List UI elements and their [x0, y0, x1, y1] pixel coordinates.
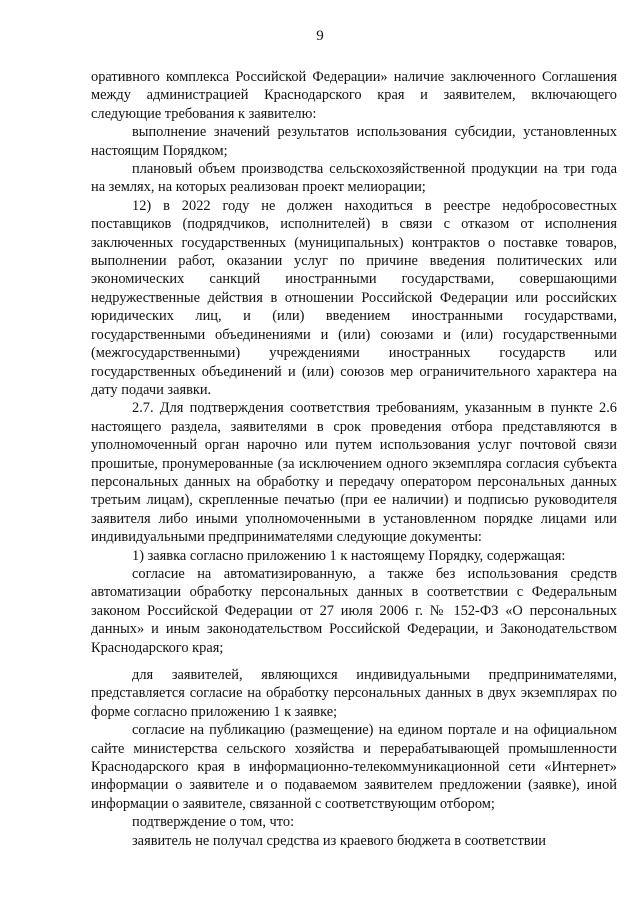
paragraph-item-12: 12) в 2022 году не должен находиться в реестре недобросовестных поставщиков (подрядчиков, исполнителей) в связи с отказом от исполнения заключенных государственных (муниципальных) контрактов о поставке товаров, выполнении работ, оказании услуг по причине введения политических или экономических санкций иностранными государствами, совершающими недружественные действия в отношении Российской Федерации или российских юридических лиц, и (или) введением иностранными государствами, государственными объединениями и (или) союзами и (или) государственными (межгосударственными) учреждениями иностранных государств или государственных объединений и (или) союзов мер ограничительного характера на дату подачи заявки. [91, 197, 617, 398]
paragraph-continuation: оративного комплекса Российской Федерации» наличие заключенного Соглашения между администрацией Краснодарского края и заявителем, включающего следующие требования к заявителю: [91, 69, 617, 122]
paragraph-consent-publication: согласие на публикацию (размещение) на едином портале и на официальном сайте министерства сельского хозяйства и перерабатывающей промышленности Краснодарского края в информационно-телекоммуникационной сети «Интернет» информации о заявителе и о подаваемом заявителем предложении (заявке), иной информации о заявителе, связанной с соответствующим отбором; [91, 722, 617, 812]
paragraph-section-2-7: 2.7. Для подтверждения соответствия требованиям, указанным в пункте 2.6 настоящего раздела, заявителями в срок проведения отбора представляются в уполномоченный орган нарочно или путем использования услуг почтовой связи прошитые, пронумерованные (за исключением одного экземпляра согласия субъекта персональных данных на обработку и передачу оператором персональных данных третьим лицам), скрепленные печатью (при ее наличии) и подписью руководителя заявителя либо иными уполномоченными в установленном порядке лицами или индивидуальными предпринимателями следующие документы: [91, 400, 617, 546]
paragraph-confirmation: подтверждение о том, что: [132, 814, 295, 831]
document-body [91, 68, 617, 850]
paragraph-item-1-application: 1) заявка согласно приложению 1 к настоящему Порядку, содержащая: [132, 547, 566, 564]
page-number: 9 [316, 28, 324, 44]
paragraph-individual-entrepreneurs: для заявителей, являющихся индивидуальными предпринимателями, представляется согласие на обработку персональных данных в двух экземплярах по форме согласно приложению 1 к заявке; [91, 667, 617, 720]
paragraph-consent-processing: согласие на автоматизированную, а также без использования средств автоматизации обработку персональных данных в соответствии с Федеральным законом Российской Федерации от 27 июля 2006 г. № 152-ФЗ «О персональных данных» и иным законодательством Российской Федерации, и Законодательством Краснодарского края; [91, 565, 617, 656]
paragraph-no-funds: заявитель не получал средства из краевого бюджета в соответствии [132, 832, 547, 849]
paragraph-requirement-volume: плановый объем производства сельскохозяйственной продукции на три года на землях, на которых реализован проект мелиорации; [91, 161, 617, 196]
paragraph-requirement-results: выполнение значений результатов использования субсидии, установленных настоящим Порядком; [91, 124, 617, 159]
